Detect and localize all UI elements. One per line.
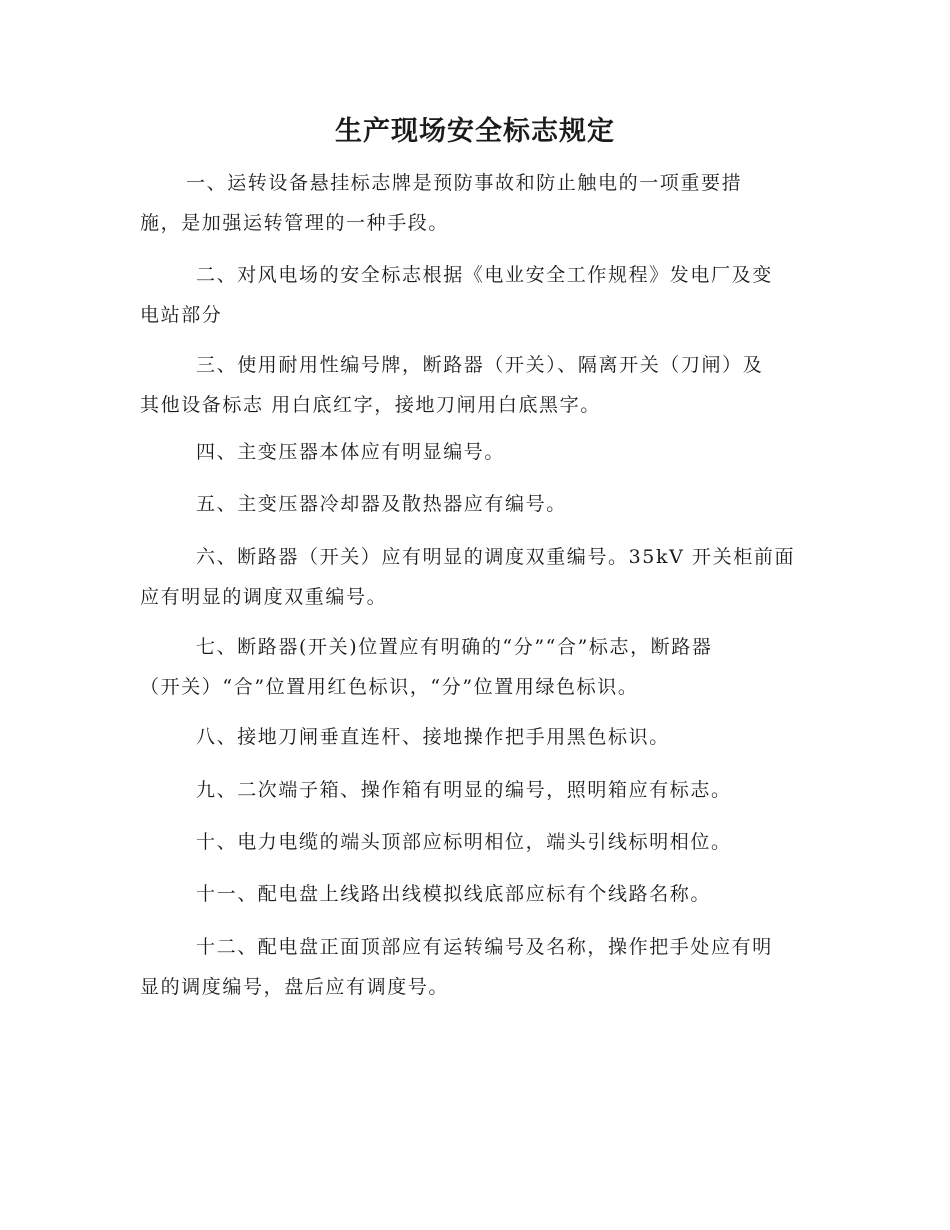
paragraph-line: 五、主变压器冷却器及散热器应有编号。 — [196, 493, 567, 515]
paragraph-line: 九、二次端子箱、操作箱有明显的编号，照明箱应有标志。 — [196, 779, 732, 801]
paragraph-2 — [140, 255, 812, 335]
paragraph-9 — [140, 770, 812, 810]
paragraph-line: 十一、配电盘上线路出线模拟线底部应标有个线路名称。 — [196, 883, 712, 905]
paragraph-5 — [140, 484, 812, 524]
paragraph-6 — [140, 537, 812, 617]
paragraph-line: 电站部分 — [140, 304, 223, 326]
paragraph-line: 其他设备标志 用白底红字，接地刀闸用白底黑字。 — [140, 394, 601, 416]
document-title: 生产现场安全标志规定 — [335, 116, 615, 147]
paragraph-line: 二、对风电场的安全标志根据《电业安全工作规程》发电厂及变 — [196, 264, 773, 286]
paragraph-line: 施，是加强运转管理的一种手段。 — [140, 212, 450, 234]
paragraph-line: （开关）“合”位置用红色标识，“分”位置用绿色标识。 — [140, 676, 639, 698]
paragraph-3 — [140, 345, 812, 425]
paragraph-line: 七、断路器(开关)位置应有明确的“分”“合”标志，断路器 — [196, 636, 713, 658]
paragraph-line: 一、运转设备悬挂标志牌是预防事故和防止触电的一项重要措 — [186, 172, 743, 194]
paragraph-11 — [140, 874, 812, 914]
paragraph-1 — [140, 163, 812, 243]
paragraph-line: 十、电力电缆的端头顶部应标明相位，端头引线标明相位。 — [196, 831, 732, 853]
paragraph-12 — [140, 927, 812, 1007]
paragraph-line: 三、使用耐用性编号牌，断路器（开关）、隔离开关（刀闸）及 — [196, 354, 764, 376]
paragraph-line: 八、接地刀闸垂直连杆、接地操作把手用黑色标识。 — [196, 726, 670, 748]
paragraph-line: 应有明显的调度双重编号。 — [140, 586, 388, 608]
paragraph-7 — [140, 627, 812, 707]
paragraph-4 — [140, 432, 812, 472]
paragraph-line: 四、主变压器本体应有明显编号。 — [196, 441, 506, 463]
paragraph-line: 十二、配电盘正面顶部应有运转编号及名称，操作把手处应有明 — [196, 936, 773, 958]
paragraph-10 — [140, 822, 812, 862]
paragraph-line: 六、断路器（开关）应有明显的调度双重编号。35kV 开关柜前面 — [196, 546, 796, 568]
paragraph-line: 显的调度编号，盘后应有调度号。 — [140, 976, 450, 998]
paragraph-8 — [140, 717, 812, 757]
